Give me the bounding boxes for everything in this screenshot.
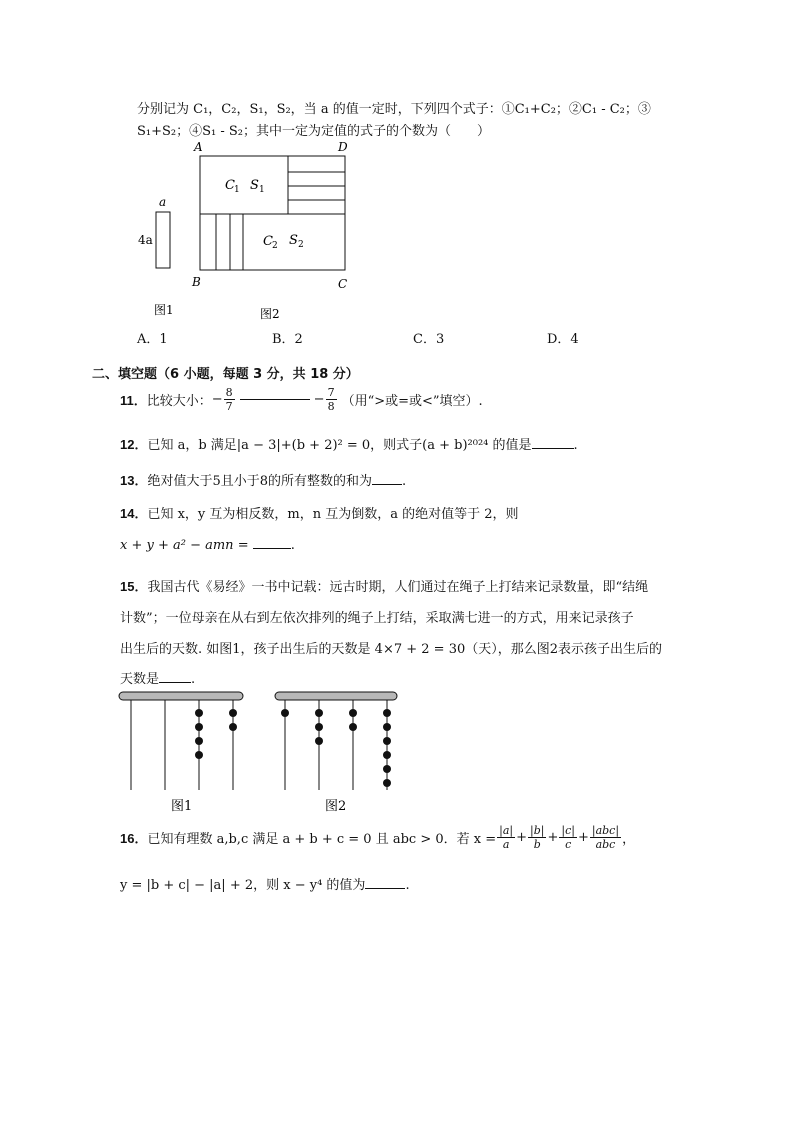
- q13-text: 绝对值大于5且小于8的所有整数的和为: [147, 474, 373, 489]
- fig1-label-a: a: [159, 195, 167, 209]
- q14-number: 14．: [120, 506, 148, 521]
- fig2-corner-A: A: [194, 140, 203, 154]
- section-heading: 二、填空题（6 小题，每题 3 分，共 18 分）: [92, 367, 359, 382]
- fig2-caption: 图2: [260, 307, 280, 321]
- q15-text-1: 我国古代《易经》一书中记载：远古时期，人们通过在绳子上打结来记录数量，即“结绳: [147, 580, 649, 595]
- q11-answer-blank[interactable]: [240, 399, 310, 400]
- option-a[interactable]: A．1: [137, 332, 168, 347]
- fig2-knot: [383, 751, 391, 759]
- q11-tail: （用“>或=或<”填空）.: [341, 394, 483, 409]
- q11-fraction-1: $\frac{8}{7}$: [225, 386, 233, 413]
- fig2-rope-bar: [275, 692, 397, 700]
- fig2-outer-rect: [200, 156, 345, 270]
- q10-figure: [130, 138, 370, 328]
- q15-answer-blank[interactable]: [159, 682, 191, 683]
- q16-lead: 已知有理数 a,b,c 满足 a + b + c = 0 且 abc > 0．若 x =: [147, 832, 497, 847]
- fig1-knot: [229, 723, 237, 731]
- fig2-knot: [383, 709, 391, 717]
- fig2-corner-B: B: [192, 275, 201, 289]
- fig1-knot: [195, 709, 203, 717]
- q14: [120, 503, 519, 522]
- q12-end: .: [573, 438, 578, 453]
- fig2-label-C1-sub: 1: [234, 185, 240, 195]
- q15-line1: [120, 576, 648, 595]
- fig2-label-S1: S: [250, 178, 259, 193]
- fig1-knot: [195, 751, 203, 759]
- fig2-label-C2: C: [263, 234, 273, 249]
- q11-lead: 比较大小：: [146, 394, 212, 409]
- q12-answer-blank[interactable]: [532, 448, 574, 449]
- q12: [120, 434, 578, 453]
- fig2-corner-D: D: [338, 140, 348, 154]
- fig2-knot: [315, 737, 323, 745]
- fig1-knot: [195, 737, 203, 745]
- fig2-knot: [383, 723, 391, 731]
- q12-number: 12．: [120, 437, 148, 452]
- q15-text-4: 天数是: [120, 672, 160, 687]
- fig2-knot: [315, 709, 323, 717]
- fig1-caption: 图1: [154, 303, 174, 317]
- q13-number: 13．: [120, 473, 148, 488]
- q13: [120, 470, 406, 489]
- q16-comma: ，: [622, 832, 636, 847]
- q14-text: 已知 x，y 互为相反数，m，n 互为倒数，a 的绝对值等于 2，则: [147, 507, 519, 522]
- q14-end: .: [290, 538, 295, 553]
- q15-line4: [120, 668, 195, 687]
- q16-line1: [120, 824, 635, 851]
- fig2-knot: [281, 709, 289, 717]
- option-d[interactable]: D．4: [547, 332, 579, 347]
- q16-number: 16．: [120, 831, 148, 846]
- q11-minus-2: −: [313, 392, 325, 407]
- q16-fraction-a: $\frac{|a|}{a}$: [499, 824, 514, 851]
- q10-line2: S₁+S₂；④S₁ - S₂；其中一定为定值的式子的个数为（ ）: [137, 124, 491, 139]
- fig1-knot: [229, 709, 237, 717]
- q10-line1: 分别记为 C₁，C₂，S₁，S₂，当 a 的值一定时，下列四个式子：①C₁+C₂；②C₁ - C₂；③: [137, 102, 651, 117]
- q16-plus-2: +: [547, 830, 559, 845]
- q16-end: .: [405, 878, 410, 893]
- q16-line2: [120, 874, 410, 893]
- q14-answer-blank[interactable]: [253, 548, 291, 549]
- q11-fraction-2: $\frac{7}{8}$: [327, 386, 335, 413]
- q16-plus-3: +: [577, 830, 589, 845]
- q11: [120, 386, 483, 413]
- option-c[interactable]: C．3: [413, 332, 445, 347]
- fig1-knot: [195, 723, 203, 731]
- fig1-rope-bar: [119, 692, 243, 700]
- fig2-label-S1-sub: 1: [259, 185, 265, 195]
- fig2-knot: [349, 709, 357, 717]
- fig2-knot: [315, 723, 323, 731]
- fig2-knot: [349, 723, 357, 731]
- fig2-corner-C: C: [338, 277, 348, 291]
- q16-fraction-abc: $\frac{\text{|abc|}}{\text{abc}}$: [591, 824, 620, 851]
- option-b[interactable]: B．2: [272, 332, 303, 347]
- q13-answer-blank[interactable]: [372, 484, 402, 485]
- q16-fraction-c: $\frac{|c|}{c}$: [561, 824, 575, 851]
- q15-end: .: [191, 672, 196, 687]
- q15-figures: [115, 688, 405, 816]
- fig1-rectangle: [156, 212, 170, 268]
- fig2-label-S2: S: [289, 233, 298, 248]
- q16-answer-blank[interactable]: [365, 888, 405, 889]
- fig2-label-C1: C: [225, 178, 235, 193]
- q16-plus-1: +: [516, 830, 528, 845]
- q14-formula: x + y + a² − amn =: [120, 538, 249, 553]
- q16-text-2: y = |b + c| − |a| + 2，则 x − y⁴ 的值为: [120, 878, 366, 893]
- q11-number: 11．: [120, 393, 147, 408]
- q15-number: 15．: [120, 579, 148, 594]
- fig1-label-4a: 4a: [138, 233, 153, 247]
- q15-line3: 出生后的天数. 如图1，孩子出生后的天数是 4×7 + 2 = 30（天），那么图2表示孩子出生后的: [120, 642, 663, 657]
- q13-end: .: [402, 474, 407, 489]
- q11-minus-1: −: [211, 392, 223, 407]
- fig2-knot: [383, 765, 391, 773]
- fig2-knot: [383, 737, 391, 745]
- fig2-label-S2-sub: 2: [298, 240, 304, 250]
- fig2-label-C2-sub: 2: [272, 241, 278, 251]
- fig2-knot: [383, 779, 391, 787]
- q16-fraction-b: $\frac{|b|}{b}$: [530, 824, 545, 851]
- q15-fig2-caption: 图2: [325, 799, 347, 814]
- q15-line2: 计数”；一位母亲在从右到左依次排列的绳子上打结，采取满七进一的方式，用来记录孩子: [120, 611, 634, 626]
- q15-fig1-caption: 图1: [171, 799, 193, 814]
- q12-text: 已知 a，b 满足|a − 3|+(b + 2)² = 0，则式子(a + b)²⁰²⁴ 的值是: [147, 438, 532, 453]
- q14-formula-line: [120, 538, 295, 553]
